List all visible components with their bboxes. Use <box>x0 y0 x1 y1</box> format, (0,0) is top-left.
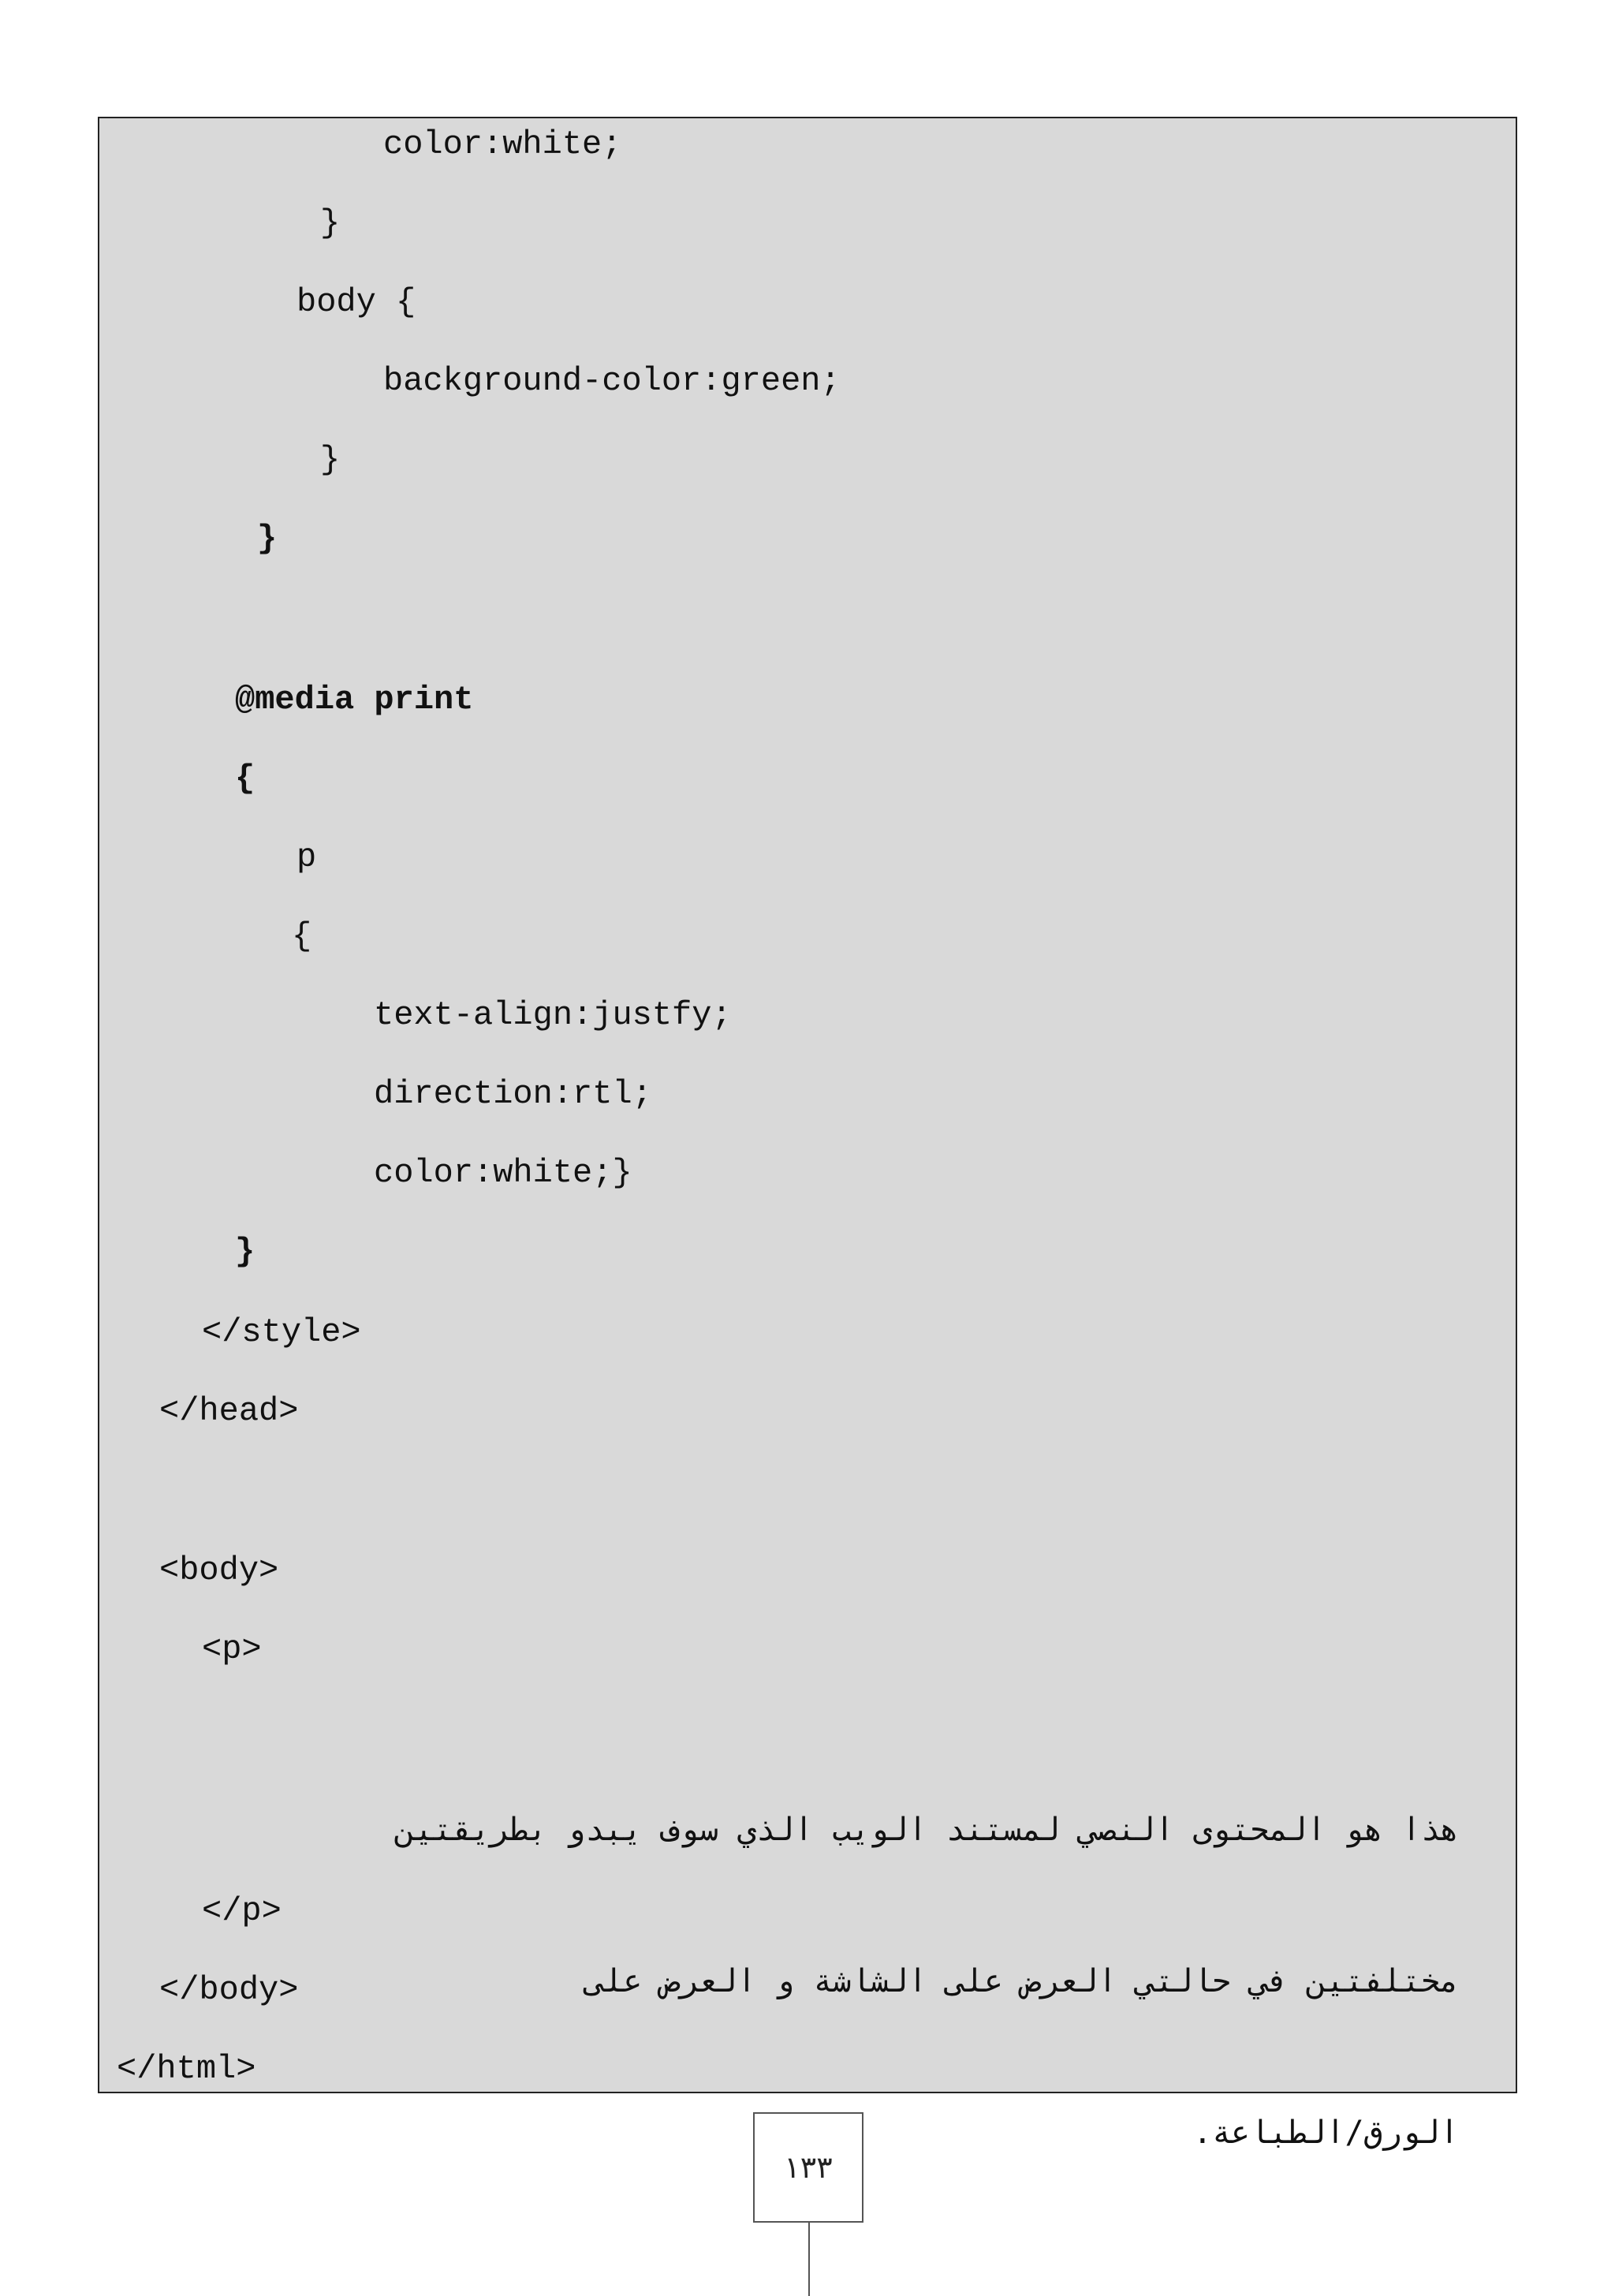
code-line: @media print <box>235 681 474 719</box>
code-line: body { <box>297 283 416 321</box>
code-line: <body> <box>159 1551 279 1589</box>
code-line: p <box>297 838 317 876</box>
code-line: </head> <box>159 1392 299 1430</box>
code-line: direction:rtl; <box>374 1075 652 1113</box>
code-line: } <box>320 204 341 242</box>
page-number-box <box>753 2112 863 2223</box>
code-line: { <box>235 760 255 797</box>
code-line: } <box>320 441 341 479</box>
page-number: ١٣٣ <box>784 2150 833 2185</box>
code-line: color:white; <box>383 125 622 163</box>
code-line: </style> <box>202 1313 361 1351</box>
paragraph-line: مختلفتين في حالتي العرض على الشاشة و العرض على <box>585 1963 1459 1999</box>
code-line: background-color:green; <box>383 362 841 400</box>
paragraph-line: الورق/الطباعة. <box>1192 2115 1459 2151</box>
code-line: </html> <box>117 2050 256 2088</box>
code-line: { <box>292 917 312 955</box>
code-line: <p> <box>202 1630 262 1668</box>
code-line: } <box>235 1233 255 1271</box>
code-line: text-align:justfy; <box>374 996 732 1034</box>
code-line: color:white;} <box>374 1154 632 1192</box>
paragraph-line: هذا هو المحتوى النصي لمستند الويب الذي سوف يبدو بطريقتين <box>395 1812 1459 1848</box>
code-line: </body> <box>159 1971 299 2009</box>
code-line: </p> <box>202 1892 282 1930</box>
page-number-connector <box>808 2223 810 2296</box>
code-line: } <box>257 520 278 558</box>
